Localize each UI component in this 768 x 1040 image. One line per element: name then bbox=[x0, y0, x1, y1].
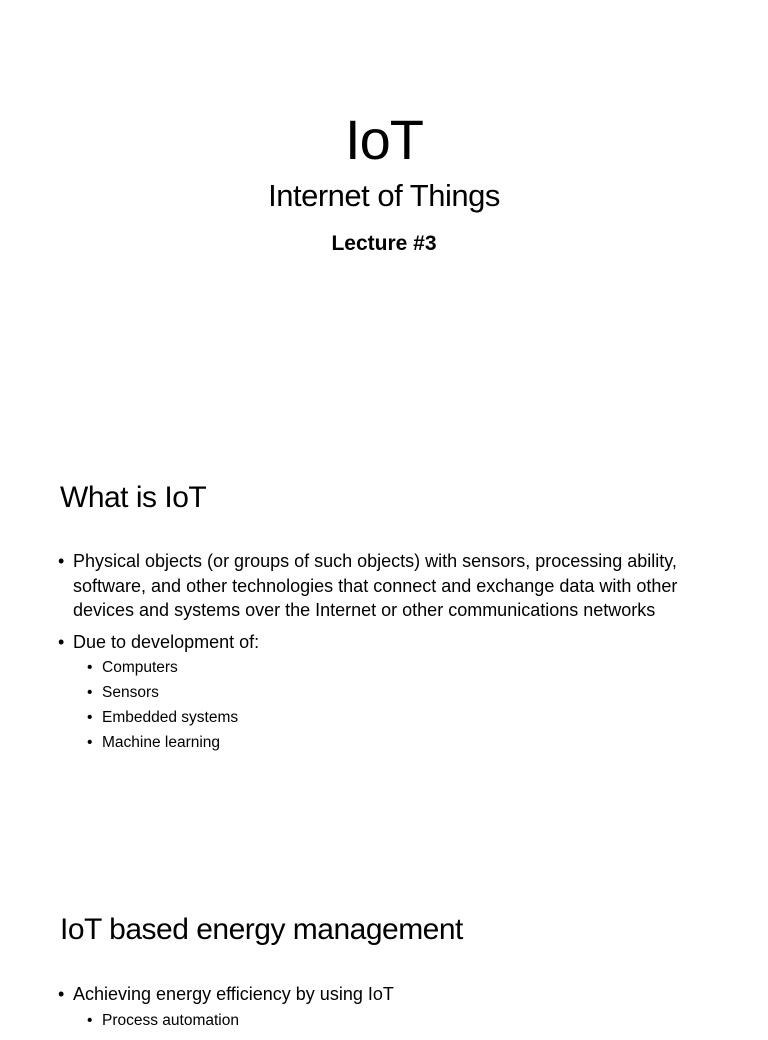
bullet-item bbox=[56, 982, 706, 1033]
bullet-icon: • bbox=[58, 551, 65, 571]
energy-management-slide bbox=[0, 864, 768, 1029]
sub-bullet-item bbox=[73, 655, 706, 680]
sub-bullet-text: Process automation bbox=[102, 1011, 239, 1029]
sub-bullet-item bbox=[73, 705, 706, 730]
bullet-list bbox=[56, 549, 706, 762]
bullet-icon: • bbox=[58, 984, 65, 1004]
bullet-text: Achieving energy efficiency by using IoT bbox=[73, 984, 394, 1004]
lecture-number: Lecture #3 bbox=[331, 232, 437, 255]
bullet-icon: • bbox=[58, 631, 65, 652]
sub-bullet-text: Embedded systems bbox=[102, 709, 239, 726]
sub-bullet-item bbox=[73, 1008, 706, 1033]
sub-bullet-item bbox=[73, 680, 706, 705]
sub-bullet-text: Machine learning bbox=[102, 734, 221, 751]
sub-bullet-item bbox=[73, 730, 706, 755]
bullet-list bbox=[56, 982, 706, 1040]
bullet-icon: • bbox=[87, 684, 93, 701]
slide-title: IoT bbox=[345, 108, 423, 171]
sub-bullet-text: Sensors bbox=[102, 684, 159, 701]
sub-bullet-list bbox=[73, 1008, 706, 1033]
bullet-icon: • bbox=[87, 659, 93, 676]
sub-bullet-text: Computers bbox=[102, 659, 178, 676]
bullet-icon: • bbox=[87, 1011, 93, 1029]
title-slide bbox=[0, 0, 768, 432]
bullet-item bbox=[56, 549, 706, 623]
bullet-icon: • bbox=[87, 734, 93, 751]
slide-subtitle: Internet of Things bbox=[268, 178, 500, 213]
bullet-text: Due to development of: bbox=[73, 631, 260, 652]
slide-heading: What is IoT bbox=[60, 481, 207, 514]
bullet-icon: • bbox=[87, 709, 93, 726]
sub-bullet-list bbox=[73, 655, 706, 755]
slide-heading: IoT based energy management bbox=[60, 913, 463, 946]
what-is-iot-slide bbox=[0, 432, 768, 864]
bullet-item bbox=[56, 630, 706, 756]
bullet-text: Physical objects (or groups of such objects) with sensors, processing ability, software, and other technologies that connect and exchange data with other devices and systems over the Internet or other communications networks bbox=[73, 551, 678, 620]
